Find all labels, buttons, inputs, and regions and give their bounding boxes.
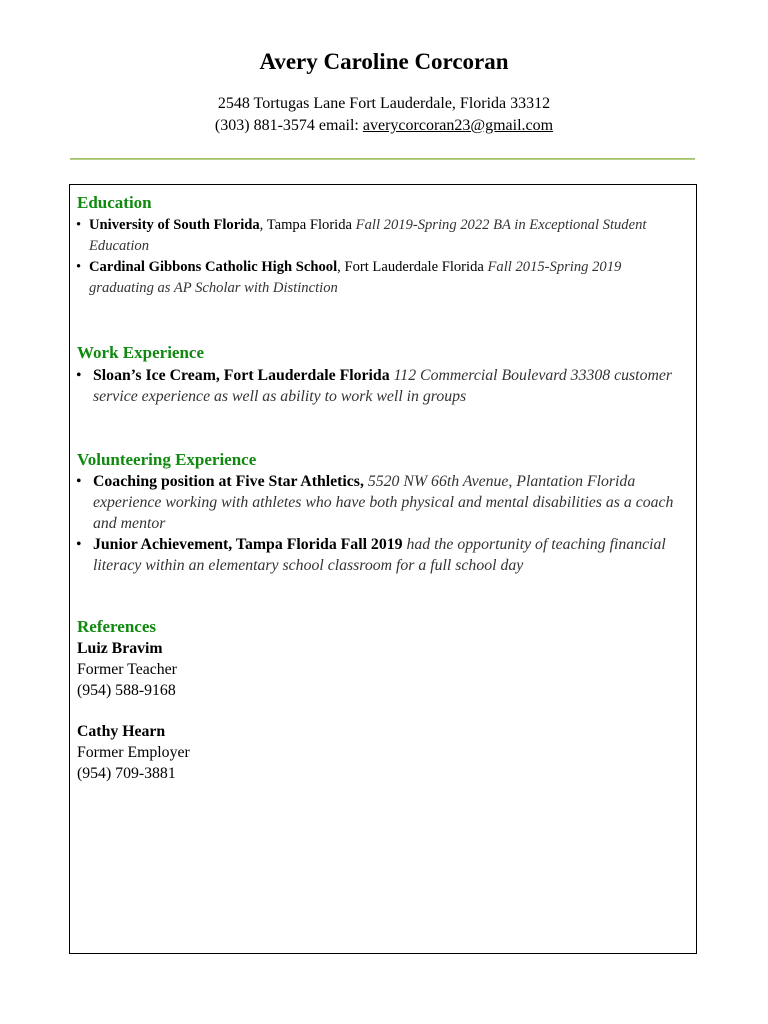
work-experience-list xyxy=(76,365,688,407)
employer-location: Fort Lauderdale Florida xyxy=(219,367,394,384)
volunteer-org: Junior Achievement, xyxy=(93,536,233,553)
volunteering-heading: Volunteering Experience xyxy=(77,450,257,469)
bullet-icon: • xyxy=(76,367,82,384)
work-experience-heading: Work Experience xyxy=(77,343,205,362)
school-location: , Fort Lauderdale Florida xyxy=(337,259,488,275)
contact-line xyxy=(0,115,768,137)
bullet-icon: • xyxy=(76,536,82,553)
education-detail: Fall 2019-Spring 2022 BA in Exceptional Student Education xyxy=(89,217,647,254)
volunteer-org: Coaching position at Five Star Athletics, xyxy=(93,473,364,490)
volunteering-list xyxy=(76,471,688,576)
references-heading: References xyxy=(77,617,156,636)
bullet-icon: • xyxy=(76,217,82,233)
education-detail: Fall 2015-Spring 2019 graduating as AP Scholar with Distinction xyxy=(89,259,622,296)
work-item xyxy=(76,365,688,407)
work-detail: 112 Commercial Boulevard 33308 customer service experience as well as ability to work well in groups xyxy=(93,367,673,405)
applicant-name: Avery Caroline Corcoran xyxy=(259,49,509,74)
resume-body-box xyxy=(69,184,697,954)
reference-role: Former Employer xyxy=(77,744,190,761)
reference-entry xyxy=(77,638,177,701)
header-divider xyxy=(70,158,695,160)
education-list xyxy=(76,215,688,299)
reference-name: Luiz Bravim xyxy=(77,640,163,657)
resume-header xyxy=(0,46,768,137)
bullet-icon: • xyxy=(76,259,82,275)
email-link[interactable]: averycorcoran23@gmail.com xyxy=(362,117,554,134)
volunteering-item xyxy=(76,471,688,534)
volunteering-item xyxy=(76,534,688,576)
reference-entry xyxy=(77,721,190,784)
volunteer-location: Tampa Florida Fall 2019 xyxy=(232,536,407,553)
reference-role: Former Teacher xyxy=(77,661,177,678)
education-item xyxy=(76,257,688,299)
education-heading: Education xyxy=(77,193,152,212)
education-item xyxy=(76,215,688,257)
volunteer-detail: had the opportunity of teaching financial literacy within an elementary school classroom for a full school day xyxy=(93,536,666,574)
reference-name: Cathy Hearn xyxy=(77,723,166,740)
bullet-icon: • xyxy=(76,473,82,490)
employer-name: Sloan’s Ice Cream, xyxy=(93,367,220,384)
volunteer-detail: 5520 NW 66th Avenue, Plantation Florida experience working with athletes who have both physical and mental disabilities as a coach and mentor xyxy=(93,473,674,532)
school-location: , Tampa Florida xyxy=(259,217,356,233)
reference-phone: (954) 709-3881 xyxy=(77,765,176,782)
address-line: 2548 Tortugas Lane Fort Lauderdale, Florida 33312 xyxy=(217,95,551,112)
school-name: University of South Florida xyxy=(89,217,260,233)
school-name: Cardinal Gibbons Catholic High School xyxy=(89,259,338,275)
reference-phone: (954) 588-9168 xyxy=(77,682,176,699)
phone-and-email-label: (303) 881-3574 email: xyxy=(214,117,363,134)
